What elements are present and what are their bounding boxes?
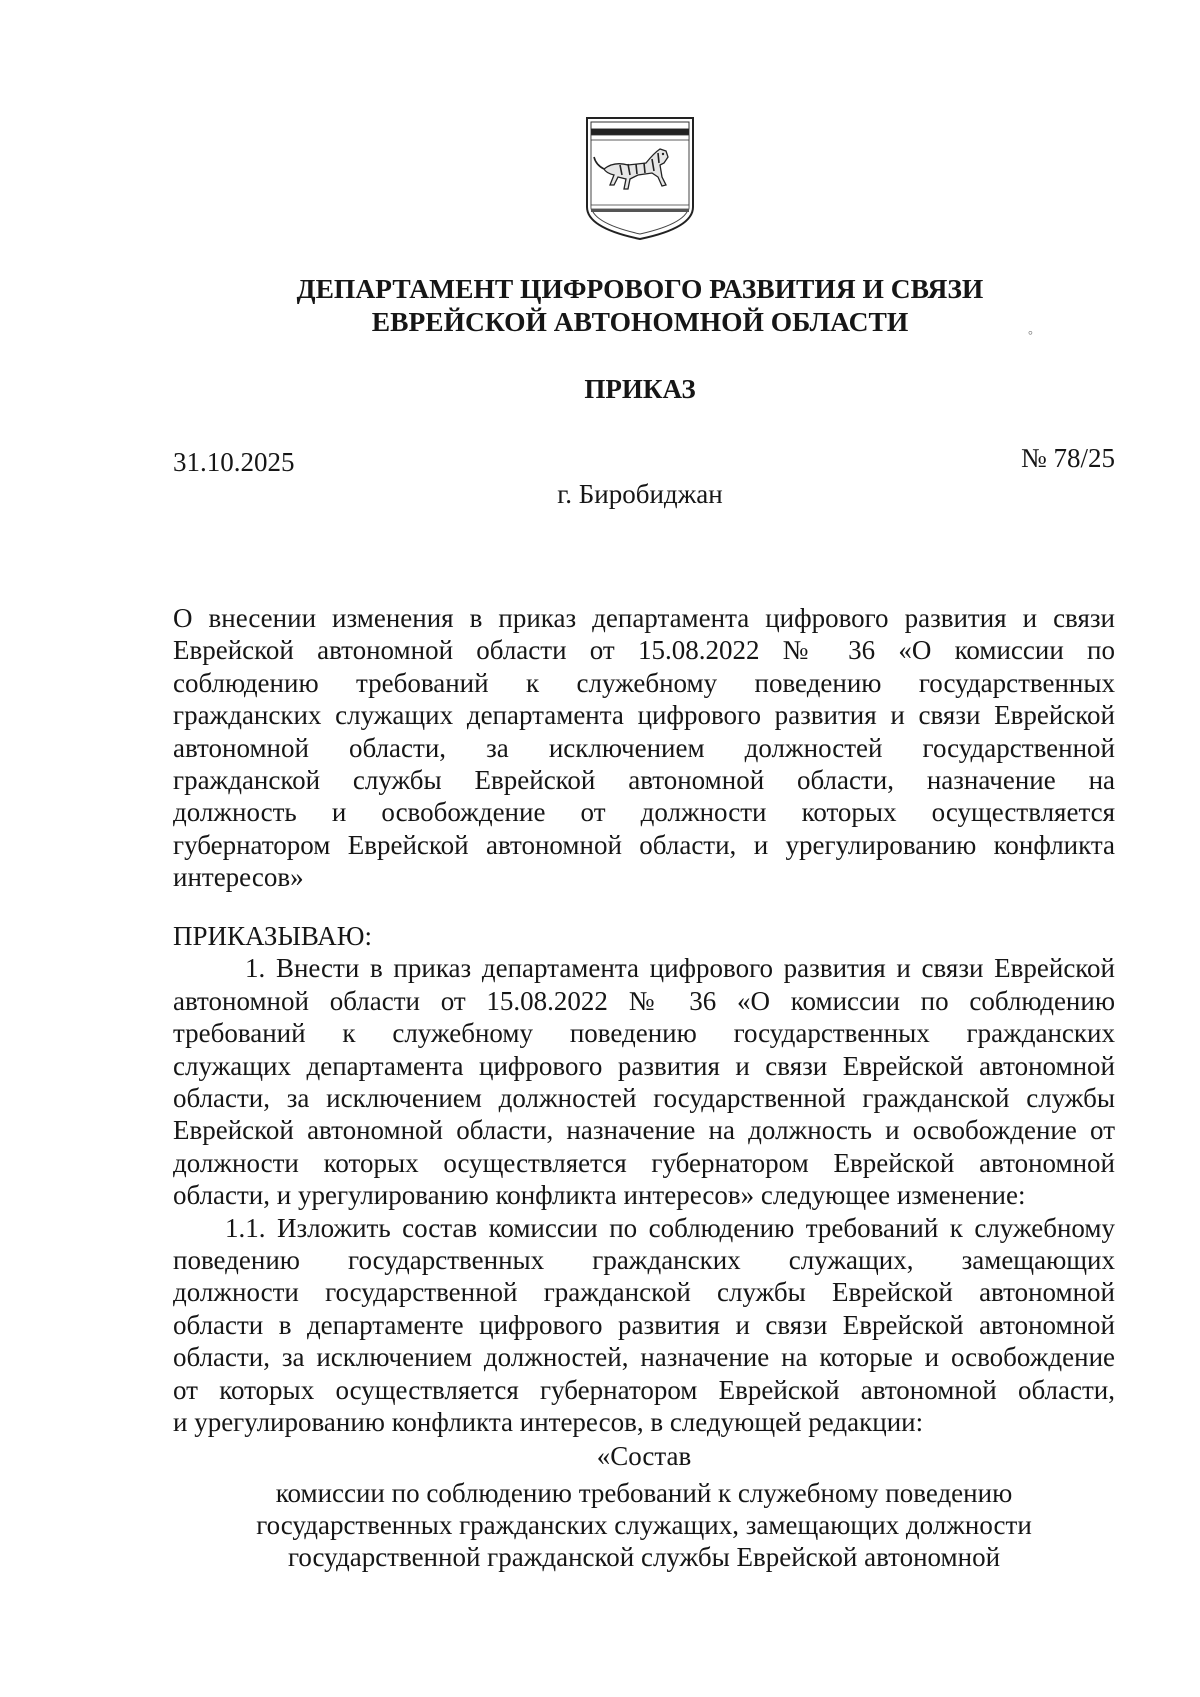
organization-name-line-2: ЕВРЕЙСКОЙ АВТОНОМНОЙ ОБЛАСТИ <box>371 306 909 337</box>
item-1-1-line: области в департаменте цифрового развития и связи Еврейской автономной <box>173 1309 1115 1340</box>
document-type: ПРИКАЗ <box>584 374 696 404</box>
item-1-1-line: должности государственной гражданской службы Еврейской автономной <box>173 1277 1115 1308</box>
document-city: г. Биробиджан <box>557 479 723 509</box>
document-body <box>173 920 1115 1439</box>
subject-line: гражданских служащих департамента цифрового развития и связи Еврейской <box>173 700 1115 731</box>
item-1-line: области, и урегулированию конфликта интересов» следующее изменение: <box>173 1180 1026 1211</box>
scan-speck: ° <box>1028 328 1033 342</box>
document-subject <box>173 602 1115 894</box>
subject-line: Еврейской автономной области от 15.08.2022 № 36 «О комиссии по <box>173 635 1115 666</box>
item-1-1-line: 1.1. Изложить состав комиссии по соблюдению требований к служебному <box>225 1212 1115 1243</box>
organization-name <box>200 272 1080 338</box>
subject-line: губернатором Еврейской автономной области, и урегулированию конфликта <box>173 829 1115 860</box>
item-1-1-line: области, за исключением должностей, назначение на которые и освобождение <box>173 1342 1115 1373</box>
composition-line: комиссии по соблюдению требований к служебному поведению <box>275 1478 1013 1508</box>
item-1-line: требований к служебному поведению государственных гражданских <box>173 1018 1115 1049</box>
subject-line: автономной области, за исключением должностей государственной <box>173 732 1115 763</box>
composition-title: «Состав <box>596 1441 692 1471</box>
item-1-line: области, за исключением должностей государственной гражданской службы <box>173 1083 1115 1114</box>
organization-name-line-1: ДЕПАРТАМЕНТ ЦИФРОВОГО РАЗВИТИЯ И СВЯЗИ <box>296 273 984 304</box>
item-1-line: автономной области от 15.08.2022 № 36 «О комиссии по соблюдению <box>173 985 1115 1016</box>
item-1-line: Еврейской автономной области, назначение на должность и освобождение от <box>173 1115 1115 1146</box>
subject-line: соблюдению требований к служебному поведению государственных <box>173 667 1115 698</box>
subject-line: интересов» <box>173 862 304 893</box>
item-1-line: 1. Внести в приказ департамента цифрового развития и связи Еврейской <box>245 953 1115 984</box>
composition-line: государственных гражданских служащих, замещающих должности <box>256 1510 1032 1540</box>
item-1-1-line: от которых осуществляется губернатором Еврейской автономной области, <box>173 1374 1115 1405</box>
item-1-line: должности которых осуществляется губернатором Еврейской автономной <box>173 1147 1115 1178</box>
subject-line: О внесении изменения в приказ департамента цифрового развития и связи <box>173 603 1115 633</box>
subject-line: должность и освобождение от должности которых осуществляется <box>173 797 1115 828</box>
coat-of-arms-tiger-icon <box>584 115 696 242</box>
composition-line: государственной гражданской службы Еврейской автономной <box>287 1542 1001 1572</box>
subject-line: гражданской службы Еврейской автономной области, назначение на <box>173 765 1115 796</box>
item-1-1-line: поведению государственных гражданских служащих, замещающих <box>173 1245 1115 1276</box>
document-number: № 78/25 <box>1020 443 1115 473</box>
item-1-line: служащих департамента цифрового развития и связи Еврейской автономной <box>173 1050 1115 1081</box>
item-1-1-line: и урегулированию конфликта интересов, в следующей редакции: <box>173 1407 924 1438</box>
document-date: 31.10.2025 <box>173 447 295 477</box>
decree-heading: ПРИКАЗЫВАЮ: <box>173 921 372 951</box>
